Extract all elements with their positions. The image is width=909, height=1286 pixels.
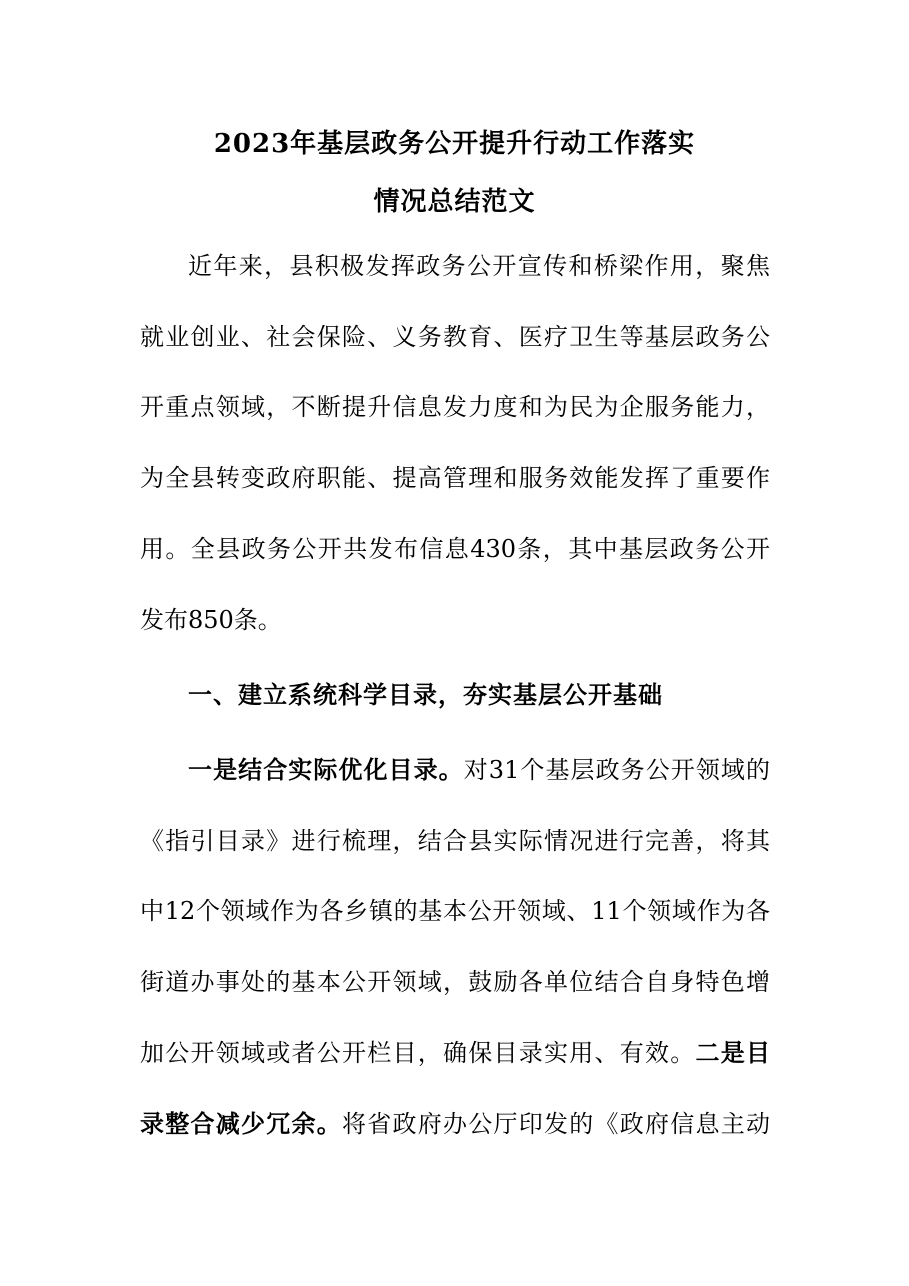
section-1-paragraph-line-1 — [188, 750, 770, 790]
section-1-paragraph-line-2: 《指引目录》进行梳理，结合县实际情况进行完善，将其 — [140, 827, 770, 855]
point-two-text: 将省政府办公厅印发的《政府信息主动 — [342, 1110, 770, 1138]
section-1-paragraph-line-6 — [140, 1104, 770, 1144]
intro-line-6: 发布850条。 — [140, 606, 282, 634]
document-title-line-2: 情况总结范文 — [373, 187, 536, 217]
point-one-text: 对31个基层政务公开领域的 — [463, 756, 770, 784]
intro-line-2: 就业创业、社会保险、义务教育、医疗卫生等基层政务公 — [140, 323, 770, 351]
intro-line-5: 用。全县政务公开共发布信息430条，其中基层政务公开 — [140, 535, 770, 563]
intro-line-4: 为全县转变政府职能、提高管理和服务效能发挥了重要作 — [140, 464, 770, 492]
intro-line-1: 近年来，县积极发挥政务公开宣传和桥梁作用，聚焦 — [188, 252, 770, 280]
point-one-lead: 一是结合实际优化目录。 — [188, 755, 464, 784]
section-1-paragraph-line-4: 街道办事处的基本公开领域，鼓励各单位结合自身特色增 — [140, 968, 770, 996]
document-title-line-1: 2023年基层政务公开提升行动工作落实 — [213, 129, 696, 159]
section-1-heading: 一、建立系统科学目录，夯实基层公开基础 — [188, 680, 663, 709]
section-1-paragraph-line-3: 中12个领域作为各乡镇的基本公开领域、11个领域作为各 — [140, 897, 770, 925]
intro-line-3: 开重点领域，不断提升信息发力度和为民为企服务能力， — [140, 393, 770, 421]
section-1-paragraph-line-5 — [140, 1033, 770, 1073]
point-one-text-end: 加公开领域或者公开栏目，确保目录实用、有效。 — [140, 1039, 696, 1067]
point-two-lead-end: 录整合减少冗余。 — [140, 1109, 342, 1138]
point-two-lead-start: 二是目 — [695, 1038, 770, 1067]
